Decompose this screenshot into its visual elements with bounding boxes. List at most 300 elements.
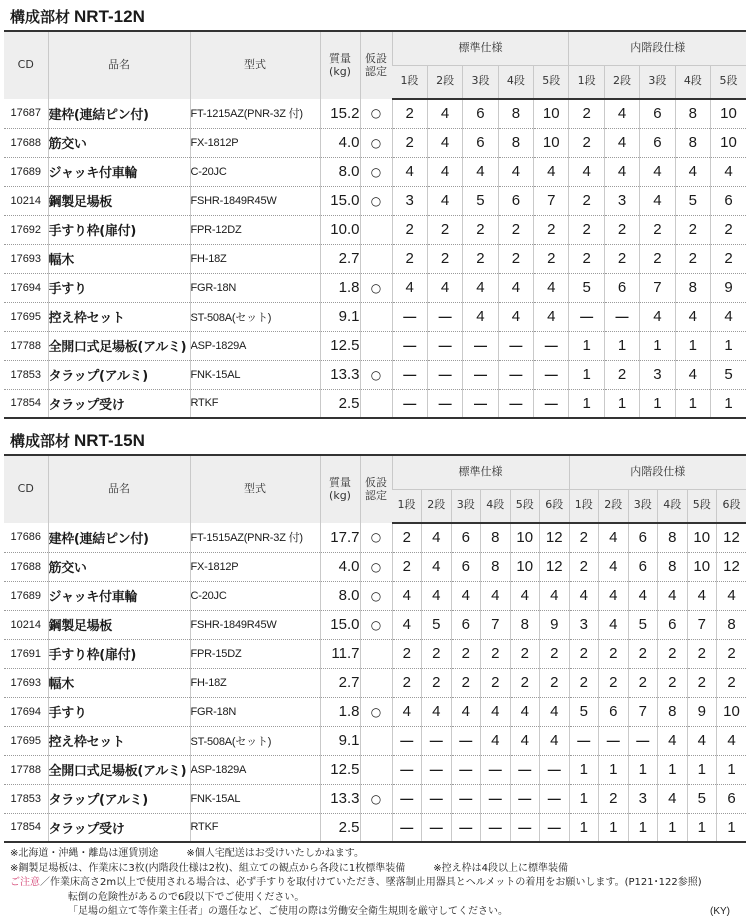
- cell-qty-standard: 2: [540, 639, 570, 668]
- header-level: 4段: [498, 65, 533, 99]
- cell-qty-inner: 4: [604, 128, 639, 157]
- cell-qty-standard: —: [481, 784, 511, 813]
- cell-cd: 17694: [4, 697, 48, 726]
- cell-qty-standard: 2: [392, 668, 422, 697]
- table-row: [4, 389, 746, 418]
- cell-qty-inner: 2: [569, 128, 604, 157]
- header-level: 5段: [687, 489, 717, 523]
- table-row: [4, 523, 746, 552]
- cell-name: 全開口式足場板(アルミ): [48, 755, 190, 784]
- cell-qty-standard: —: [540, 813, 570, 842]
- cell-qty-inner: 4: [711, 157, 746, 186]
- cell-qty-standard: —: [392, 302, 427, 331]
- header-level: 2段: [427, 65, 462, 99]
- cell-qty-standard: 4: [392, 581, 422, 610]
- cell-qty-inner: 4: [717, 581, 747, 610]
- table-row: [4, 668, 746, 697]
- cell-qty-inner: 9: [711, 273, 746, 302]
- cell-qty-standard: 6: [451, 610, 481, 639]
- header-level: 2段: [599, 489, 629, 523]
- table-row: [4, 755, 746, 784]
- cell-weight: 9.1: [320, 726, 360, 755]
- cell-cd: 17788: [4, 331, 48, 360]
- table-row: [4, 302, 746, 331]
- cell-qty-inner: 5: [569, 273, 604, 302]
- cell-cd: 17693: [4, 244, 48, 273]
- header-level: 5段: [711, 65, 746, 99]
- cell-qty-inner: 5: [711, 360, 746, 389]
- cell-qty-standard: —: [422, 813, 452, 842]
- cell-qty-inner: 2: [569, 668, 599, 697]
- cell-qty-standard: —: [427, 331, 462, 360]
- cell-qty-standard: 4: [510, 581, 540, 610]
- cell-qty-inner: 8: [717, 610, 747, 639]
- cell-qty-standard: 5: [463, 186, 498, 215]
- table-row: [4, 697, 746, 726]
- cell-qty-inner: 6: [604, 273, 639, 302]
- cell-qty-standard: —: [392, 360, 427, 389]
- cell-qty-standard: 2: [392, 639, 422, 668]
- cell-qty-inner: 3: [604, 186, 639, 215]
- cell-qty-inner: 2: [711, 244, 746, 273]
- cell-qty-standard: 2: [498, 244, 533, 273]
- header-level: 4段: [658, 489, 688, 523]
- header-level: 2段: [604, 65, 639, 99]
- cell-qty-standard: 2: [534, 215, 569, 244]
- cell-model: ST-508A(セット): [190, 726, 320, 755]
- header-level: 6段: [540, 489, 570, 523]
- cell-name: 筋交い: [48, 552, 190, 581]
- cell-cd: 17689: [4, 581, 48, 610]
- cell-qty-standard: —: [451, 813, 481, 842]
- header-model: 型式: [190, 31, 320, 99]
- cell-cert: ○: [360, 99, 392, 128]
- cell-qty-inner: 2: [675, 244, 710, 273]
- cell-qty-standard: —: [422, 784, 452, 813]
- cell-qty-standard: 3: [392, 186, 427, 215]
- cell-cert: ○: [360, 273, 392, 302]
- header-level: 3段: [640, 65, 675, 99]
- cell-qty-standard: 8: [498, 128, 533, 157]
- cell-qty-standard: 4: [427, 128, 462, 157]
- cell-qty-standard: 2: [451, 639, 481, 668]
- header-weight: 質量 (kg): [320, 455, 360, 523]
- cell-qty-standard: 6: [463, 128, 498, 157]
- cell-qty-inner: 2: [717, 668, 747, 697]
- table-row: [4, 157, 746, 186]
- cell-qty-inner: 1: [717, 755, 747, 784]
- cell-qty-inner: 8: [658, 552, 688, 581]
- table-row: [4, 186, 746, 215]
- cell-weight: 12.5: [320, 331, 360, 360]
- cell-qty-inner: 1: [569, 813, 599, 842]
- cell-qty-inner: 4: [675, 157, 710, 186]
- cell-cert: ○: [360, 552, 392, 581]
- cell-cert: [360, 726, 392, 755]
- cell-qty-inner: 4: [640, 157, 675, 186]
- cell-cert: [360, 302, 392, 331]
- cell-qty-inner: 4: [599, 552, 629, 581]
- header-cd: CD: [4, 31, 48, 99]
- cell-cert: [360, 389, 392, 418]
- header-level: 2段: [422, 489, 452, 523]
- cell-qty-inner: 2: [658, 639, 688, 668]
- header-level: 4段: [481, 489, 511, 523]
- cell-weight: 2.5: [320, 813, 360, 842]
- cell-qty-inner: 2: [687, 639, 717, 668]
- cell-model: RTKF: [190, 389, 320, 418]
- section-title-label: 構成部材: [10, 8, 71, 26]
- cell-cd: 17691: [4, 639, 48, 668]
- cell-qty-standard: —: [498, 360, 533, 389]
- cell-qty-standard: 4: [498, 157, 533, 186]
- cell-model: C-20JC: [190, 581, 320, 610]
- cell-qty-standard: 2: [498, 215, 533, 244]
- header-name: 品名: [48, 31, 190, 99]
- cell-qty-standard: —: [498, 389, 533, 418]
- cell-qty-inner: 1: [658, 813, 688, 842]
- cell-qty-inner: 1: [599, 813, 629, 842]
- cell-qty-inner: 10: [717, 697, 747, 726]
- cell-qty-inner: 6: [658, 610, 688, 639]
- cell-qty-standard: 4: [422, 552, 452, 581]
- cell-qty-inner: 2: [675, 215, 710, 244]
- section-title-nrt12n: [10, 6, 145, 27]
- cell-cert: ○: [360, 128, 392, 157]
- cell-qty-standard: —: [392, 389, 427, 418]
- cell-qty-standard: 4: [463, 302, 498, 331]
- cell-qty-inner: 1: [569, 389, 604, 418]
- header-level: 1段: [392, 65, 427, 99]
- cell-qty-inner: 9: [687, 697, 717, 726]
- cell-qty-inner: 6: [640, 128, 675, 157]
- cell-weight: 9.1: [320, 302, 360, 331]
- cell-qty-standard: —: [422, 755, 452, 784]
- components-table-nrt12n: [4, 30, 746, 419]
- cell-qty-inner: 6: [711, 186, 746, 215]
- cell-name: 全開口式足場板(アルミ): [48, 331, 190, 360]
- cell-cert: [360, 244, 392, 273]
- cell-name: 筋交い: [48, 128, 190, 157]
- cell-model: FT-1515AZ(PNR-3Z 付): [190, 523, 320, 552]
- cell-qty-inner: 7: [628, 697, 658, 726]
- cell-weight: 13.3: [320, 784, 360, 813]
- cell-weight: 1.8: [320, 697, 360, 726]
- cell-qty-inner: 2: [569, 99, 604, 128]
- cell-weight: 8.0: [320, 157, 360, 186]
- cell-qty-inner: 10: [687, 552, 717, 581]
- cell-weight: 4.0: [320, 128, 360, 157]
- cell-qty-inner: 4: [640, 186, 675, 215]
- cell-qty-standard: 10: [510, 552, 540, 581]
- footnotes: [10, 847, 744, 920]
- cell-model: ASP-1829A: [190, 755, 320, 784]
- cell-qty-standard: 4: [481, 581, 511, 610]
- cell-qty-inner: 2: [569, 244, 604, 273]
- cell-weight: 15.0: [320, 610, 360, 639]
- cell-qty-inner: 4: [717, 726, 747, 755]
- cell-model: FNK-15AL: [190, 360, 320, 389]
- note-caution-supervisor: 「足場の組立て等作業主任者」の選任など、ご使用の際は労働安全衛生規則を厳守してください。: [68, 906, 508, 917]
- cell-qty-inner: 2: [599, 639, 629, 668]
- header-level: 1段: [569, 65, 604, 99]
- cell-cert: [360, 755, 392, 784]
- table-row: [4, 610, 746, 639]
- cell-cert: ○: [360, 157, 392, 186]
- cell-qty-inner: 12: [717, 523, 747, 552]
- table-row: [4, 726, 746, 755]
- cell-cert: [360, 813, 392, 842]
- cell-weight: 17.7: [320, 523, 360, 552]
- header-model: 型式: [190, 455, 320, 523]
- cell-qty-inner: 2: [711, 215, 746, 244]
- cell-qty-inner: 10: [711, 99, 746, 128]
- cell-name: 幅木: [48, 668, 190, 697]
- cell-qty-inner: 1: [711, 331, 746, 360]
- cell-qty-standard: 4: [540, 581, 570, 610]
- cell-qty-inner: 4: [604, 99, 639, 128]
- cell-model: FGR-18N: [190, 697, 320, 726]
- cell-qty-standard: 4: [481, 697, 511, 726]
- section-model: NRT-12N: [74, 7, 145, 26]
- cell-qty-standard: —: [427, 389, 462, 418]
- cell-qty-standard: —: [392, 331, 427, 360]
- cell-qty-inner: 2: [599, 668, 629, 697]
- cell-model: FPR-12DZ: [190, 215, 320, 244]
- cell-qty-inner: 1: [569, 331, 604, 360]
- table-row: [4, 128, 746, 157]
- cell-cd: 17695: [4, 302, 48, 331]
- cell-weight: 11.7: [320, 639, 360, 668]
- cell-qty-inner: 4: [675, 302, 710, 331]
- cell-qty-inner: 6: [599, 697, 629, 726]
- cell-qty-inner: 4: [687, 726, 717, 755]
- cell-qty-inner: —: [628, 726, 658, 755]
- cell-model: FX-1812P: [190, 128, 320, 157]
- cell-qty-standard: 9: [540, 610, 570, 639]
- cell-qty-inner: 1: [569, 360, 604, 389]
- cell-qty-inner: 6: [640, 99, 675, 128]
- note-shipping: ※北海道・沖縄・離島は運賃別途: [10, 848, 159, 859]
- section-title-nrt15n: [10, 430, 145, 451]
- cell-weight: 2.5: [320, 389, 360, 418]
- header-level: 5段: [510, 489, 540, 523]
- cell-qty-inner: 6: [717, 784, 747, 813]
- cell-cert: [360, 215, 392, 244]
- cell-qty-standard: 8: [481, 523, 511, 552]
- cell-qty-standard: 2: [392, 244, 427, 273]
- cell-cd: 17694: [4, 273, 48, 302]
- cell-cert: ○: [360, 697, 392, 726]
- cell-qty-inner: 4: [711, 302, 746, 331]
- cell-qty-standard: 4: [451, 697, 481, 726]
- cell-qty-standard: 4: [427, 273, 462, 302]
- cell-cd: 17853: [4, 784, 48, 813]
- cell-weight: 8.0: [320, 581, 360, 610]
- cell-name: タラップ受け: [48, 389, 190, 418]
- cell-qty-inner: 2: [717, 639, 747, 668]
- cell-weight: 15.0: [320, 186, 360, 215]
- cell-cert: ○: [360, 784, 392, 813]
- cell-qty-inner: 2: [628, 668, 658, 697]
- cell-qty-inner: 6: [628, 552, 658, 581]
- cell-qty-inner: 10: [711, 128, 746, 157]
- cell-weight: 2.7: [320, 244, 360, 273]
- cell-qty-inner: 1: [569, 784, 599, 813]
- cell-qty-standard: —: [427, 360, 462, 389]
- cell-qty-inner: 6: [628, 523, 658, 552]
- cell-name: 控え枠セット: [48, 302, 190, 331]
- cell-qty-inner: 2: [569, 523, 599, 552]
- cell-qty-inner: 4: [599, 581, 629, 610]
- cell-model: FSHR-1849R45W: [190, 186, 320, 215]
- table-row: [4, 784, 746, 813]
- cell-qty-standard: 4: [481, 726, 511, 755]
- cell-weight: 13.3: [320, 360, 360, 389]
- section-model: NRT-15N: [74, 431, 145, 450]
- cell-name: 手すり枠(扉付): [48, 639, 190, 668]
- cell-qty-standard: 2: [463, 215, 498, 244]
- cell-qty-inner: 1: [599, 755, 629, 784]
- cell-qty-standard: 4: [422, 697, 452, 726]
- cell-qty-inner: 5: [569, 697, 599, 726]
- cell-cd: 17695: [4, 726, 48, 755]
- cell-qty-inner: —: [599, 726, 629, 755]
- section-title-label: 構成部材: [10, 432, 71, 450]
- cell-cd: 17693: [4, 668, 48, 697]
- cell-qty-standard: 2: [463, 244, 498, 273]
- cell-qty-standard: —: [463, 389, 498, 418]
- cell-qty-standard: 4: [540, 697, 570, 726]
- cell-cert: ○: [360, 360, 392, 389]
- cell-qty-inner: 3: [569, 610, 599, 639]
- cell-cd: 10214: [4, 610, 48, 639]
- cell-qty-inner: 12: [717, 552, 747, 581]
- cell-qty-inner: 1: [675, 331, 710, 360]
- table-row: [4, 360, 746, 389]
- cell-cd: 17687: [4, 99, 48, 128]
- header-level: 5段: [534, 65, 569, 99]
- cell-qty-standard: 4: [392, 697, 422, 726]
- cell-cert: ○: [360, 581, 392, 610]
- cell-qty-inner: 2: [604, 360, 639, 389]
- cell-weight: 10.0: [320, 215, 360, 244]
- cell-qty-standard: —: [422, 726, 452, 755]
- note-steel-board: ※鋼製足場板は、作業床に3枚(内階段仕様は2枚)、組立ての観点から各段に1枚標準装備: [10, 862, 406, 874]
- cell-qty-standard: —: [392, 784, 422, 813]
- header-level: 1段: [569, 489, 599, 523]
- cell-model: FGR-18N: [190, 273, 320, 302]
- cell-qty-inner: 1: [711, 389, 746, 418]
- cell-qty-inner: 4: [569, 581, 599, 610]
- cell-weight: 4.0: [320, 552, 360, 581]
- cell-name: 建枠(連結ピン付): [48, 99, 190, 128]
- cell-qty-standard: —: [451, 726, 481, 755]
- cell-qty-standard: —: [392, 726, 422, 755]
- cell-qty-standard: 2: [534, 244, 569, 273]
- cell-model: FT-1215AZ(PNR-3Z 付): [190, 99, 320, 128]
- cell-qty-standard: 2: [540, 668, 570, 697]
- cell-qty-standard: 4: [498, 273, 533, 302]
- cell-name: 手すり枠(扉付): [48, 215, 190, 244]
- cell-qty-standard: —: [463, 360, 498, 389]
- cell-model: C-20JC: [190, 157, 320, 186]
- cell-qty-standard: 6: [463, 99, 498, 128]
- cell-qty-inner: 5: [687, 784, 717, 813]
- cell-cd: 17688: [4, 552, 48, 581]
- cell-qty-standard: 10: [534, 128, 569, 157]
- cell-qty-inner: 1: [569, 755, 599, 784]
- cell-name: タラップ(アルミ): [48, 360, 190, 389]
- cell-qty-standard: 2: [451, 668, 481, 697]
- cell-qty-inner: —: [569, 302, 604, 331]
- cell-qty-inner: 1: [658, 755, 688, 784]
- cell-qty-standard: 7: [481, 610, 511, 639]
- header-standard-spec: 標準仕様: [392, 31, 569, 65]
- cell-qty-inner: 2: [569, 215, 604, 244]
- cell-cd: 17788: [4, 755, 48, 784]
- cell-qty-standard: 2: [427, 215, 462, 244]
- cell-qty-standard: —: [451, 755, 481, 784]
- cell-qty-standard: 2: [392, 523, 422, 552]
- cell-qty-inner: 4: [599, 610, 629, 639]
- cell-qty-standard: —: [392, 755, 422, 784]
- cell-weight: 12.5: [320, 755, 360, 784]
- cell-name: ジャッキ付車輪: [48, 581, 190, 610]
- cell-qty-standard: 4: [510, 726, 540, 755]
- cell-qty-inner: 2: [569, 639, 599, 668]
- cell-qty-standard: 8: [510, 610, 540, 639]
- table-row: [4, 639, 746, 668]
- cell-qty-inner: 1: [675, 389, 710, 418]
- cell-qty-standard: —: [510, 755, 540, 784]
- cell-qty-standard: 4: [422, 523, 452, 552]
- cell-cert: [360, 668, 392, 697]
- cell-qty-standard: 2: [422, 639, 452, 668]
- cell-qty-standard: 5: [422, 610, 452, 639]
- table-row: [4, 244, 746, 273]
- cell-qty-inner: 4: [675, 360, 710, 389]
- cell-qty-standard: 6: [451, 523, 481, 552]
- cell-qty-inner: 8: [675, 128, 710, 157]
- cell-model: ST-508A(セット): [190, 302, 320, 331]
- cell-qty-inner: 1: [640, 331, 675, 360]
- cell-qty-standard: 4: [392, 273, 427, 302]
- cell-qty-inner: 1: [687, 813, 717, 842]
- cell-qty-inner: 10: [687, 523, 717, 552]
- cell-qty-inner: 1: [604, 389, 639, 418]
- header-cd: CD: [4, 455, 48, 523]
- cell-model: FPR-15DZ: [190, 639, 320, 668]
- caution-label: ご注意: [10, 877, 40, 888]
- cell-qty-inner: 4: [569, 157, 604, 186]
- cell-qty-standard: 6: [498, 186, 533, 215]
- header-level: 3段: [628, 489, 658, 523]
- cell-qty-standard: —: [510, 784, 540, 813]
- table-row: [4, 331, 746, 360]
- cell-qty-standard: 2: [392, 99, 427, 128]
- cell-qty-standard: 12: [540, 523, 570, 552]
- cell-qty-standard: 2: [427, 244, 462, 273]
- cell-qty-standard: 10: [534, 99, 569, 128]
- cell-qty-standard: 4: [392, 157, 427, 186]
- cell-model: FH-18Z: [190, 244, 320, 273]
- cell-qty-standard: 2: [510, 668, 540, 697]
- cell-qty-inner: 4: [658, 581, 688, 610]
- cell-qty-standard: 4: [463, 157, 498, 186]
- cell-qty-standard: —: [498, 331, 533, 360]
- note-caution-tipping: 転倒の危険性があるので6段以下でご使用ください。: [68, 891, 305, 903]
